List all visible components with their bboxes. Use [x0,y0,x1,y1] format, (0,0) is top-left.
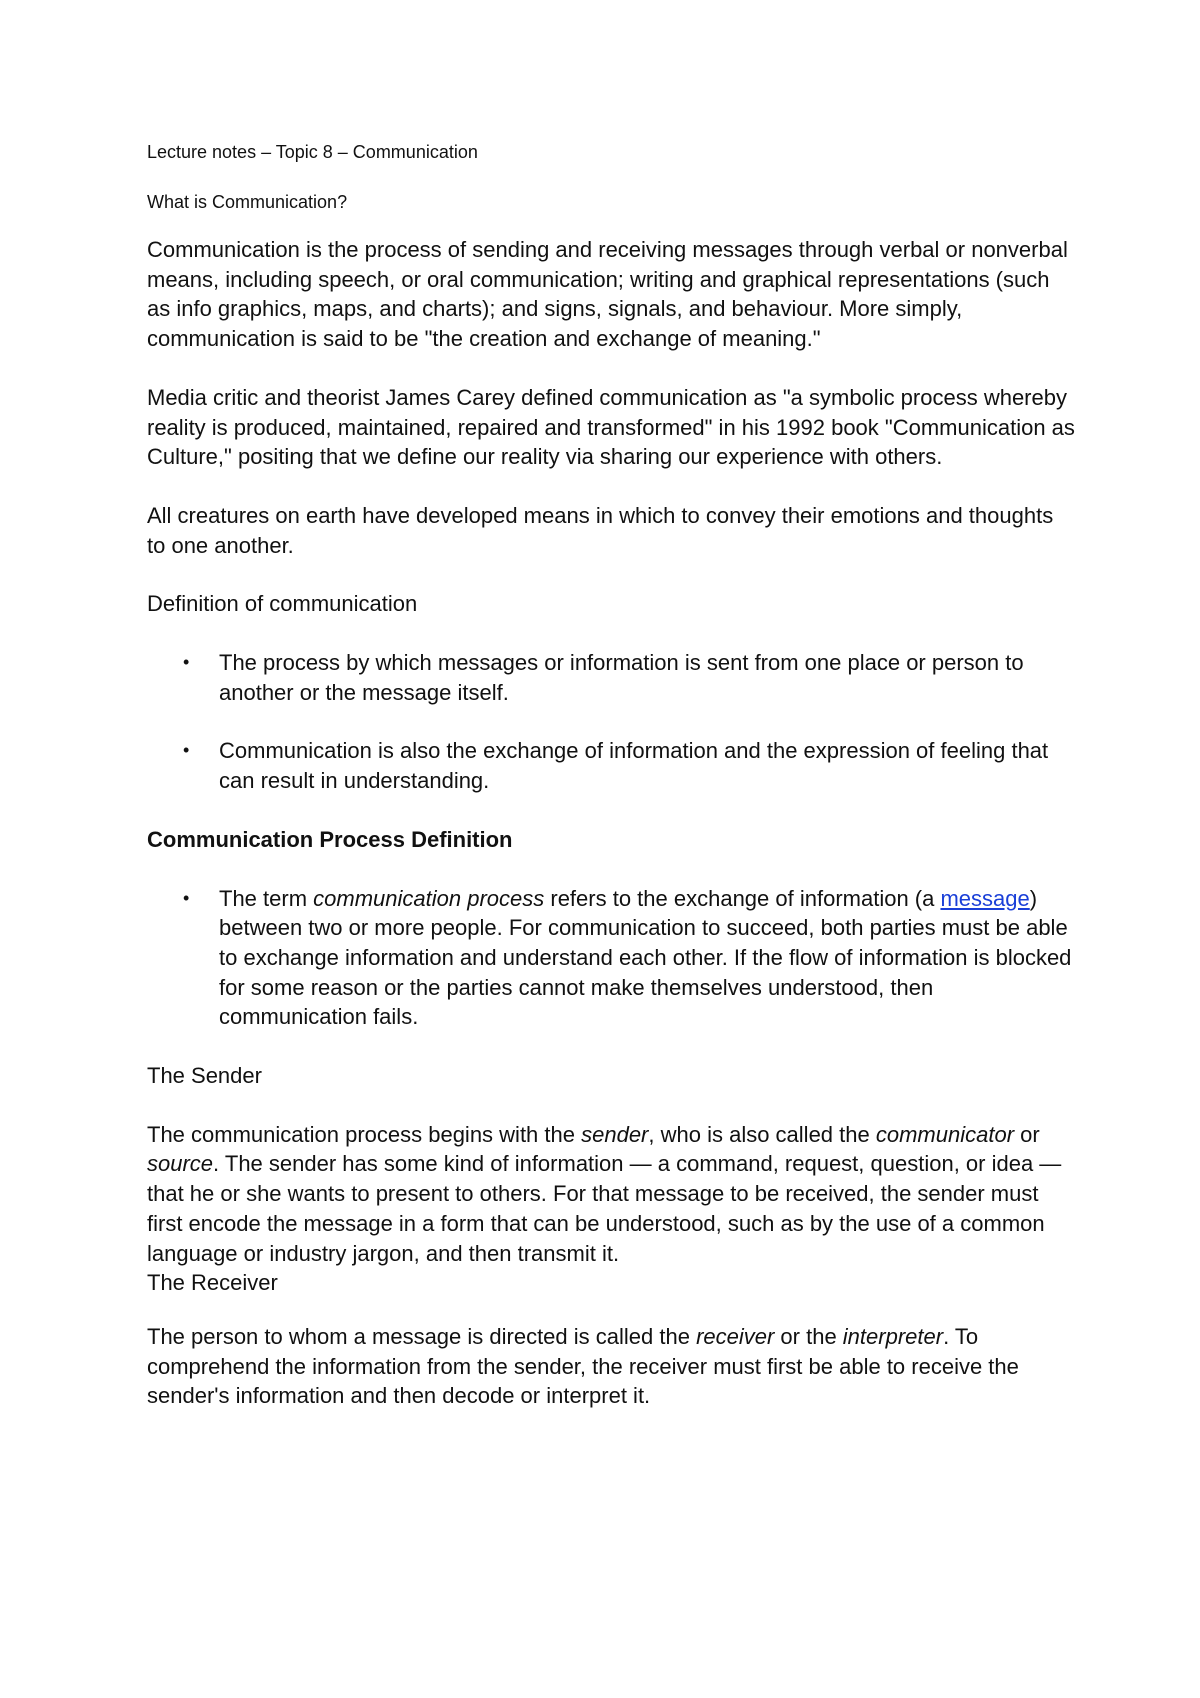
paragraph-carey: Media critic and theorist James Carey defined communication as "a symbolic process whereby reality is produced, maintained, repaired and transformed" in his 1992 book "Communication as Culture," positing that we define our reality via sharing our experience with others. [147,384,1075,470]
bullet-icon: • [183,652,190,673]
source-term: source [147,1151,214,1177]
interpreter-term: interpreter [842,1323,944,1349]
sender-heading: The Sender [147,1063,262,1089]
list-item [147,736,1077,795]
document-page [147,140,1077,1411]
receiver-heading: The Receiver [147,1270,278,1296]
definition-bullet-2: Communication is also the exchange of information and the expression of feeling that can result in understanding. [219,738,1049,794]
list-item [147,648,1077,707]
process-text-after: ) between two or more people. For communication to succeed, both parties must be able to exchange information and understand each other. If the flow of information is blocked for some reason or the parties cannot make themselves understood, then communication fails. [219,885,1072,1030]
communicator-term: communicator [875,1121,1015,1147]
sender-paragraph [147,1120,1077,1269]
bullet-icon: • [183,740,190,761]
question-heading: What is Communication? [147,192,348,212]
list-item [147,884,1077,1033]
receiver-text-a: The person to whom a message is directed is called the [147,1323,697,1349]
definition-bullet-1: The process by which messages or information is sent from one place or person to another or the message itself. [219,650,1024,705]
sender-text-c: or [1014,1121,1040,1147]
message-link[interactable]: message [940,885,1030,911]
process-heading: Communication Process Definition [147,826,513,852]
sender-term: sender [581,1121,649,1147]
definition-heading: Definition of communication [147,591,418,617]
process-text-before: The term [219,885,314,911]
process-term: communication process [313,885,545,911]
paragraph-definition: Communication is the process of sending and receiving messages through verbal or nonverbal means, including speech, or oral communication; writing and graphical representations (such as info graphics, maps, and charts); and signs, signals, and behaviour. More simply, communication is said to be "the creation and exchange of meaning." [147,237,1068,352]
sender-text-a: The communication process begins with the [147,1121,582,1147]
receiver-term: receiver [696,1323,775,1349]
process-bullet [219,884,1077,1033]
doc-header: Lecture notes – Topic 8 – Communication [147,142,478,162]
sender-text-d: . The sender has some kind of information — a command, request, question, or idea — that he or she wants to present to others. For that message to be received, the sender must first encode the message in a form that can be understood, such as by the use of a common language or industry jargon, and then transmit it. [147,1151,1062,1266]
receiver-paragraph [147,1322,1077,1411]
bullet-icon: • [183,887,190,908]
sender-text-b: , who is also called the [648,1121,876,1147]
receiver-text-c: . To comprehend the information from the sender, the receiver must first be able to receive the sender's information and then decode or interpret it. [147,1323,1019,1409]
process-text-mid: refers to the exchange of information (a [544,885,941,911]
paragraph-creatures: All creatures on earth have developed means in which to convey their emotions and thoughts to one another. [147,502,1054,558]
receiver-text-b: or the [774,1323,843,1349]
